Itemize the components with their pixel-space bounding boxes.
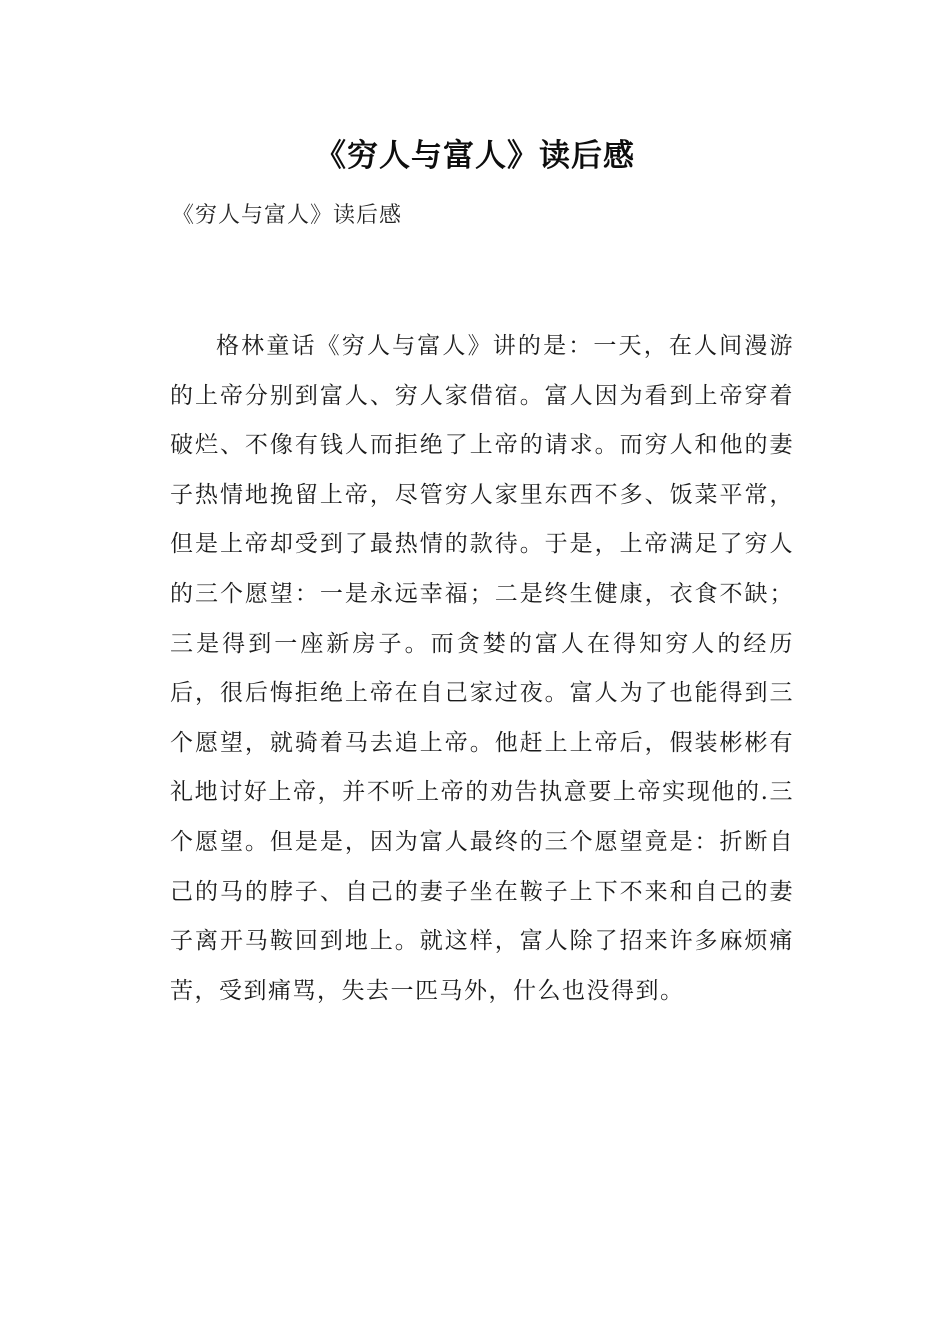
document-title: 《穷人与富人》读后感: [315, 138, 635, 174]
document-subtitle: 《穷人与富人》读后感: [172, 203, 403, 228]
body-paragraph: 格林童话《穷人与富人》讲的是：一天，在人间漫游的上帝分别到富人、穷人家借宿。富人因为看到上帝穿着破烂、不像有钱人而拒绝了上帝的请求。而穷人和他的妻子热情地挽留上帝，尽管穷人家里东西不多、饭菜平常，但是上帝却受到了最热情的款待。于是，上帝满足了穷人的三个愿望：一是永远幸福；二是终生健康，衣食不缺；三是得到一座新房子。而贪婪的富人在得知穷人的经历后，很后悔拒绝上帝在自己家过夜。富人为了也能得到三个愿望，就骑着马去追上帝。他赶上上帝后，假装彬彬有礼地讨好上帝，并不听上帝的劝告执意要上帝实现他的.三个愿望。但是是，因为富人最终的三个愿望竟是：折断自己的马的脖子、自己的妻子坐在鞍子上下不来和自己的妻子离开马鞍回到地上。就这样，富人除了招来许多麻烦痛苦，受到痛骂，失去一匹马外，什么也没得到。: [170, 333, 794, 1004]
